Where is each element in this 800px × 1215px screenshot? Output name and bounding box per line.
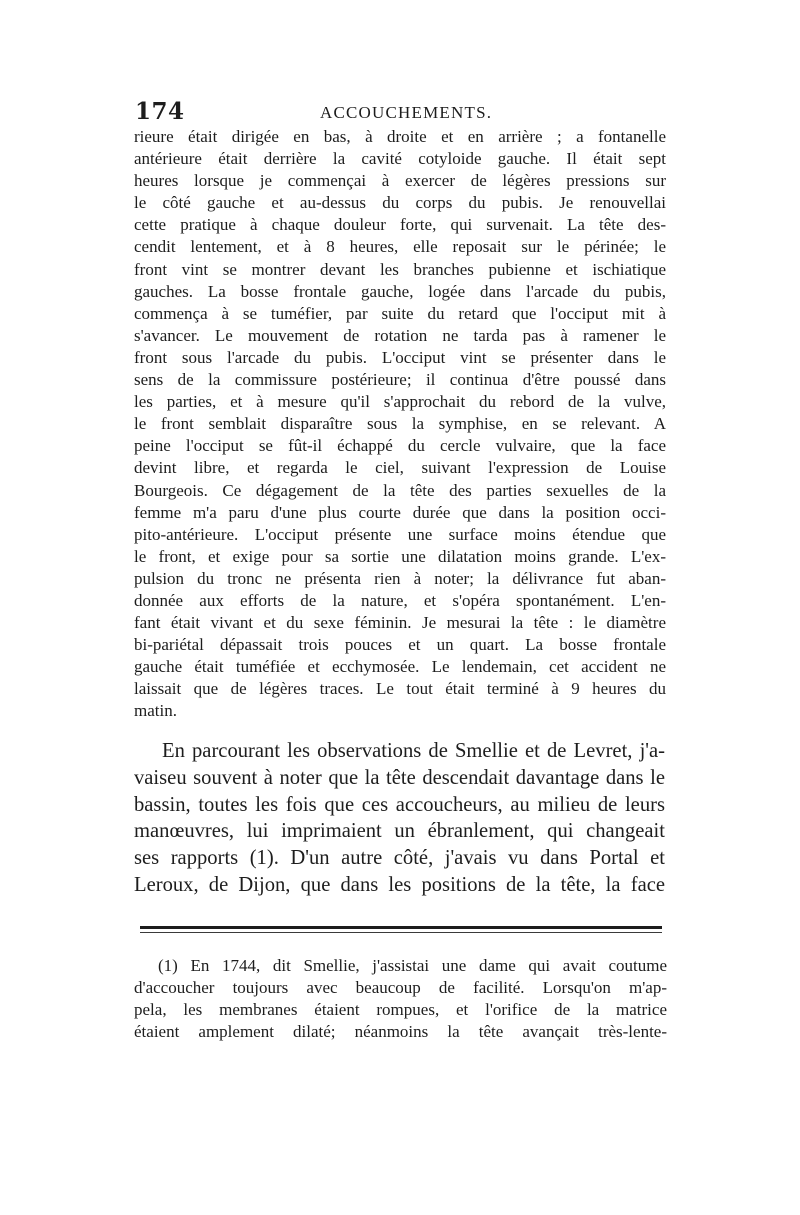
observation-line: heures lorsque je commençai à exercer de légères pressions sur [134,171,666,191]
observation-line: fant était vivant et du sexe féminin. Je mesurai la tête : le diamètre [134,613,666,633]
observation-line: les parties, et à mesure qu'il s'approchait du rebord de la vulve, [134,392,666,412]
footnote-line: étaient amplement dilaté; néanmoins la tête avançait très-lente- [134,1022,667,1042]
page-number: 174 [135,98,185,125]
observation-line: s'avancer. Le mouvement de rotation ne tarda pas à ramener le [134,325,666,345]
observation-line: le côté gauche et au-dessus du corps du pubis. Je renouvellai [134,193,666,213]
running-title: ACCOUCHEMENTS. [320,103,493,122]
observation-line: gauches. La bosse frontale gauche, logée dans l'arcade du pubis, [134,281,666,301]
observation-line: rieure était dirigée en bas, à droite et en arrière ; a fontanelle [134,127,666,146]
footnote-line: pela, les membranes étaient rompues, et l'orifice de la matrice [134,1000,667,1020]
footnote-separator-rule [140,926,662,929]
observation-line: cette pratique à chaque douleur forte, qui survenait. La tête des- [134,215,666,235]
observation-line: commença à se tuméfier, par suite du retard que l'occiput mit à [134,303,666,323]
observation-line: gauche était tuméfiée et ecchymosée. Le lendemain, cet accident ne [134,657,666,677]
main-paragraph [134,738,665,899]
observation-line: peine l'occiput se fût-il échappé du cercle vulvaire, que la face [134,436,666,456]
main-paragraph-line: bassin, toutes les fois que ces accoucheurs, au milieu de leurs [134,793,665,816]
observation-line: laissait que de légères traces. Le tout était terminé à 9 heures du [134,679,666,699]
main-paragraph-line: vaiseu souvent à noter que la tête descendait davantage dans le [134,766,665,789]
observation-line: le front, et exige pour sa sortie une dilatation moins grande. L'ex- [134,546,666,566]
main-paragraph-line: ses rapports (1). D'un autre côté, j'avais vu dans Portal et [134,847,665,870]
observation-line: femme m'a paru d'une plus courte durée que dans la position occi- [134,502,666,522]
observation-line: pulsion du tronc ne présenta rien à noter; la délivrance fut aban- [134,568,666,588]
observation-line: matin. [134,701,177,721]
page-header [135,98,660,126]
observation-line: bi-pariétal dépassait trois pouces et un quart. La bosse frontale [134,635,666,655]
footnote [134,955,667,1043]
observation-line: donnée aux efforts de la nature, et s'opéra spontanément. L'en- [134,590,666,610]
observation-line: pito-antérieure. L'occiput présente une surface moins étendue que [134,524,666,544]
observation-line: front vint se montrer devant les branches pubienne et ischiatique [134,259,666,279]
observation-line: le front semblait disparaître sous la symphise, en se relevant. A [134,414,666,434]
footnote-line: d'accoucher toujours avec beaucoup de facilité. Lorsqu'on m'ap- [134,978,667,998]
observation-line: devint libre, et regarda le ciel, suivant l'expression de Louise [134,458,666,478]
footnote-separator-thin-rule [140,932,662,933]
observation-line: antérieure était derrière la cavité cotyloide gauche. Il était sept [134,149,666,169]
observation-line: front sous l'arcade du pubis. L'occiput vint se présenter dans le [134,347,666,367]
observation-line: Bourgeois. Ce dégagement de la tête des parties sexuelles de la [134,480,666,500]
main-paragraph-line: En parcourant les observations de Smellie et de Levret, j'a- [162,740,665,762]
main-paragraph-line: manœuvres, lui imprimaient un ébranlement, qui changeait [134,820,665,843]
footnote-line: (1) En 1744, dit Smellie, j'assistai une dame qui avait coutume [158,956,667,975]
observation-line: sens de la commissure postérieure; il continua d'être poussé dans [134,370,666,390]
observation-line: cendit lentement, et à 8 heures, elle reposait sur le périnée; le [134,237,666,257]
observation-paragraph [134,126,666,723]
main-paragraph-line: Leroux, de Dijon, que dans les positions de la tête, la face [134,873,665,896]
